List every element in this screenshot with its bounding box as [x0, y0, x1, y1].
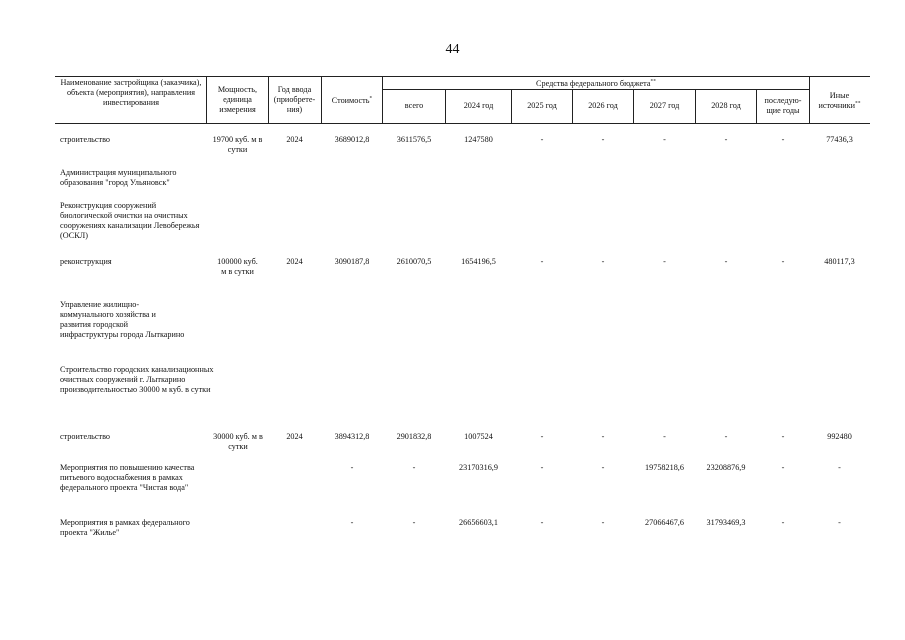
- row-later: -: [781, 518, 785, 527]
- header-later-years: последую- щие годы: [764, 96, 802, 115]
- header-2026: 2026 год: [588, 101, 618, 110]
- row-name: Строительство городских канализационных очистных сооружений г. Лыткарино производительностью 30000 м куб. в сутки: [60, 365, 214, 394]
- row-total: 2610070,5: [396, 257, 432, 266]
- row-2027: -: [663, 257, 666, 266]
- row-2026: -: [601, 432, 605, 441]
- row-capacity: 19700 куб. м в сутки: [212, 135, 263, 154]
- header-federal-budget: Средства федерального бюджета**: [536, 78, 656, 88]
- row-cost: -: [350, 518, 354, 527]
- row-cost: -: [350, 463, 354, 472]
- row-other: 77436,3: [826, 135, 853, 144]
- row-2028: 23208876,9: [706, 463, 746, 472]
- row-2026: -: [601, 518, 605, 527]
- row-later: -: [781, 257, 785, 266]
- row-cost: 3689012,8: [334, 135, 370, 144]
- row-2028: -: [724, 257, 728, 266]
- row-name: строительство: [60, 432, 111, 441]
- row-2025: -: [540, 257, 544, 266]
- header-2025: 2025 год: [527, 101, 557, 110]
- row-year: 2024: [286, 257, 303, 266]
- header-total: всего: [404, 101, 424, 110]
- row-name: строительство: [60, 135, 111, 144]
- col-divider: [206, 76, 207, 124]
- header-other-sources: Иные источники**: [818, 91, 861, 110]
- col-divider: [382, 76, 383, 124]
- row-later: -: [781, 463, 785, 472]
- row-2027: 27066467,6: [645, 518, 684, 527]
- row-2024: 23170316,9: [459, 463, 498, 472]
- row-2028: 31793469,3: [706, 518, 746, 527]
- header-bottom-rule: [55, 123, 870, 124]
- row-other: -: [838, 518, 841, 527]
- row-total: 3611576,5: [396, 135, 432, 144]
- row-year: 2024: [286, 135, 303, 144]
- row-2026: -: [601, 257, 605, 266]
- row-name: Мероприятия по повышению качества питьевого водоснабжения в рамках федерального проекта "Чистая вода": [60, 463, 195, 492]
- header-capacity: Мощность, единица измерения: [217, 85, 258, 114]
- row-later: -: [781, 432, 785, 441]
- row-2025: -: [540, 463, 544, 472]
- row-capacity: 100000 куб. м в сутки: [217, 257, 258, 276]
- header-2024: 2024 год: [463, 101, 494, 110]
- row-other: -: [838, 463, 841, 472]
- row-2026: -: [601, 463, 605, 472]
- row-total: 2901832,8: [396, 432, 432, 441]
- row-total: -: [412, 463, 416, 472]
- header-name: Наименование застройщика (заказчика), объекта (мероприятия), направления инвестирования: [60, 78, 202, 107]
- federal-divider-rule: [382, 89, 809, 90]
- row-2024: 1007524: [464, 432, 493, 441]
- header-2027: 2027 год: [649, 101, 680, 110]
- row-cost: 3894312,8: [334, 432, 370, 441]
- row-total: -: [412, 518, 416, 527]
- header-cost: Стоимость*: [331, 95, 373, 105]
- page-number: 44: [445, 42, 460, 57]
- row-name: Мероприятия в рамках федерального проекта "Жилье": [60, 518, 190, 537]
- row-2025: -: [540, 135, 544, 144]
- row-2024: 1247580: [464, 135, 493, 144]
- header-top-rule: [55, 76, 870, 77]
- row-later: -: [781, 135, 785, 144]
- row-name: Реконструкция сооружений биологической очистки на очистных сооружениях канализации Левобережья (ОСКЛ): [60, 201, 200, 240]
- row-2028: -: [724, 432, 728, 441]
- row-capacity: 30000 куб. м в сутки: [213, 432, 263, 451]
- row-2026: -: [601, 135, 605, 144]
- row-year: 2024: [286, 432, 303, 441]
- header-year: Год ввода (приобрете- ния): [273, 85, 316, 114]
- row-name: Управление жилищно- коммунального хозяйства и развития городской инфраструктуры города Лыткарино: [60, 300, 185, 339]
- row-other: 480117,3: [824, 257, 855, 266]
- row-cost: 3090187,8: [334, 257, 370, 266]
- row-2028: -: [724, 135, 728, 144]
- row-2025: -: [540, 518, 544, 527]
- row-2025: -: [540, 432, 544, 441]
- row-2027: -: [663, 135, 666, 144]
- row-2027: -: [663, 432, 666, 441]
- row-other: 992480: [827, 432, 852, 441]
- row-2024: 26656603,1: [459, 518, 498, 527]
- row-name: Администрация муниципального образования "город Ульяновск": [60, 168, 177, 187]
- header-2028: 2028 год: [711, 101, 741, 110]
- row-2024: 1654196,5: [461, 257, 496, 266]
- row-2027: 19758218,6: [645, 463, 684, 472]
- row-name: реконструкция: [60, 257, 112, 266]
